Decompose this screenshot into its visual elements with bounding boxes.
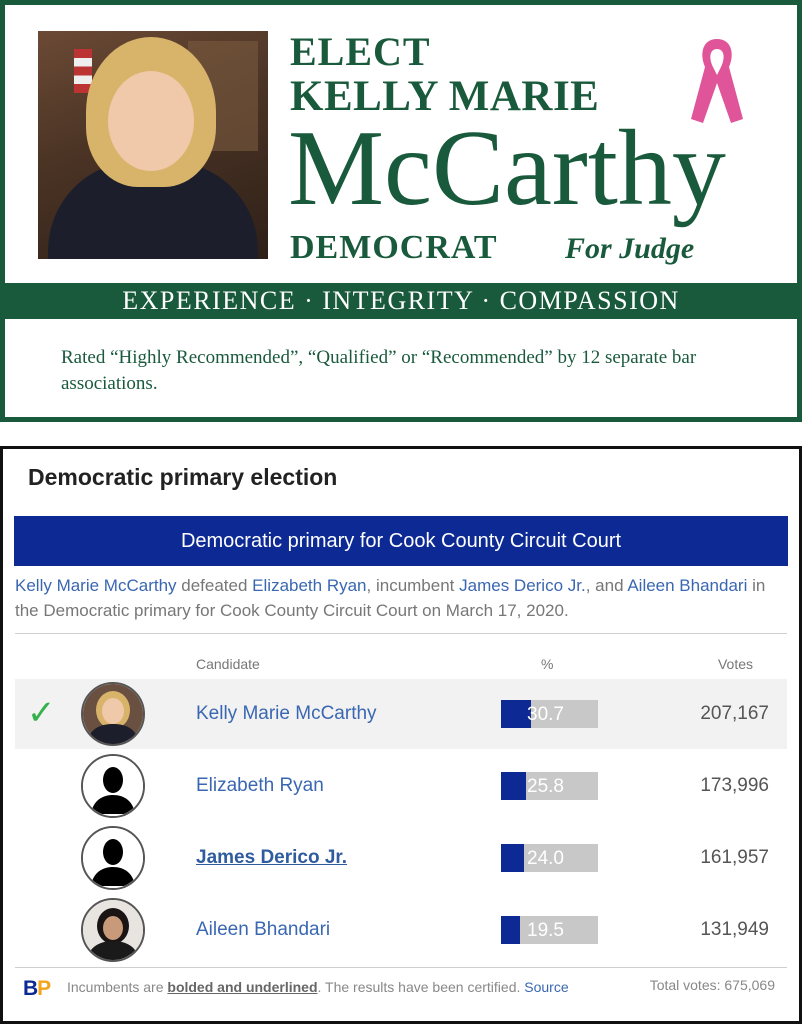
candidate-first-names: KELLY MARIE (290, 73, 600, 120)
campaign-card (0, 0, 802, 422)
vote-count: 131,949 (700, 919, 769, 940)
candidate-link-incumbent[interactable]: James Derico Jr. (196, 847, 348, 868)
percent-label: 19.5 (527, 920, 564, 941)
percent-bar (501, 916, 598, 944)
summary-link-candidate[interactable]: Aileen Bhandari (627, 576, 748, 595)
election-results (0, 446, 802, 1024)
results-footnote: Incumbents are bolded and underlined. The results have been certified. Source (67, 979, 569, 995)
table-row (15, 679, 787, 749)
percent-bar (501, 700, 598, 728)
ballotpedia-logo: BP (23, 977, 51, 1000)
results-title: Democratic primary election (28, 464, 338, 490)
column-header-percent: % (541, 656, 554, 672)
avatar (81, 898, 145, 962)
elect-heading: ELECT (290, 29, 431, 74)
winner-check-icon: ✓ (27, 694, 56, 732)
percent-bar (501, 772, 598, 800)
office-label: For Judge (565, 232, 695, 265)
person-silhouette-icon (83, 756, 143, 816)
column-header-candidate: Candidate (196, 656, 260, 672)
slogan-bar: EXPERIENCE · INTEGRITY · COMPASSION (5, 283, 797, 319)
total-votes: Total votes: 675,069 (649, 977, 775, 993)
summary-link-candidate[interactable]: Elizabeth Ryan (252, 576, 367, 595)
avatar (81, 754, 145, 818)
source-link[interactable]: Source (524, 979, 569, 995)
divider (15, 633, 787, 634)
avatar (81, 826, 145, 890)
pink-ribbon-icon (685, 35, 749, 127)
summary-link-incumbent[interactable]: James Derico Jr. (459, 576, 586, 595)
party-label: DEMOCRAT (290, 229, 498, 266)
percent-bar-fill (501, 772, 526, 800)
vote-count: 173,996 (700, 775, 769, 796)
candidate-link[interactable]: Kelly Marie McCarthy (196, 703, 377, 724)
results-summary: Kelly Marie McCarthy defeated Elizabeth Ryan, incumbent James Derico Jr., and Aileen Bhandari in the Democratic primary for Cook County Circuit Court on March 17, 2020. (15, 576, 766, 620)
race-title-bar: Democratic primary for Cook County Circuit Court (14, 516, 788, 566)
percent-bar (501, 844, 598, 872)
avatar (81, 682, 145, 746)
vote-count: 161,957 (700, 847, 769, 868)
percent-label: 24.0 (527, 848, 564, 869)
person-silhouette-icon (83, 828, 143, 888)
table-row (15, 751, 787, 821)
percent-bar-fill (501, 844, 524, 872)
candidate-surname: McCarthy (288, 109, 726, 228)
percent-label: 30.7 (527, 704, 564, 725)
vote-count: 207,167 (700, 703, 769, 724)
divider (15, 967, 787, 968)
table-row (15, 895, 787, 965)
candidate-link[interactable]: Aileen Bhandari (196, 919, 331, 940)
column-header-votes: Votes (717, 656, 753, 672)
table-row (15, 823, 787, 893)
bar-association-rating: Rated “Highly Recommended”, “Qualified” or “Recommended” by 12 separate bar associations. (61, 347, 697, 394)
percent-bar-fill (501, 916, 520, 944)
percent-label: 25.8 (527, 776, 564, 797)
candidate-photo (38, 31, 268, 259)
summary-link-winner[interactable]: Kelly Marie McCarthy (15, 576, 177, 595)
candidate-link[interactable]: Elizabeth Ryan (196, 775, 324, 796)
